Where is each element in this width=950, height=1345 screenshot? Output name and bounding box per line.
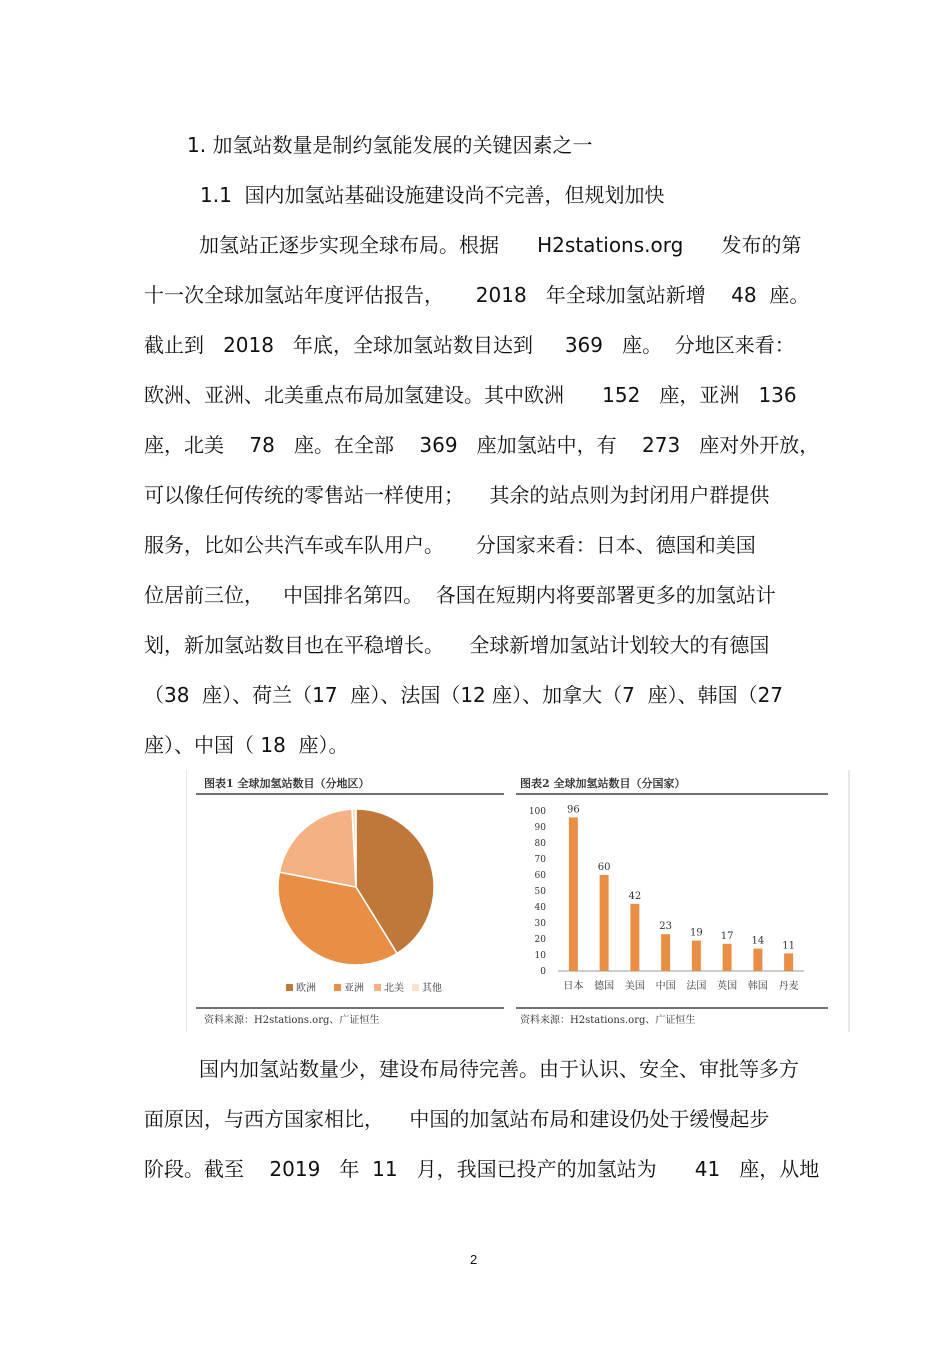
pie-legend — [286, 981, 442, 994]
legend-label-1: 亚洲 — [344, 983, 364, 994]
y-tick-label: 40 — [534, 903, 546, 913]
legend-swatch-2 — [374, 984, 381, 991]
text-line: 服务，比如公共汽车或车队用户。 分国家来看：日本、德国和美国 — [144, 533, 756, 557]
x-tick-label: 日本 — [563, 981, 584, 992]
text-line: 可以像任何传统的零售站一样使用； 其余的站点则为封闭用户群提供 — [144, 483, 770, 507]
y-tick-label: 100 — [528, 807, 546, 817]
legend-swatch-1 — [334, 984, 341, 991]
y-tick-label: 50 — [534, 887, 546, 897]
text-line: 阶段。截至 2019 年 11 月，我国已投产的加氢站为 41 座，从地 — [144, 1157, 820, 1181]
section-heading: 1. 加氢站数量是制约氢能发展的关键因素之一 — [187, 133, 593, 157]
text-line: （38 座）、荷兰（17 座）、法国（12 座）、加拿大（7 座）、韩国（27 — [144, 683, 784, 707]
text-line: 座，北美 78 座。在全部 369 座加氢站中，有 273 座对外开放， — [144, 433, 820, 457]
chart2-source: 资料来源：H2stations.org、广证恒生 — [520, 1015, 696, 1026]
text-line: 加氢站正逐步实现全球布局。根据 H2stations.org 发布的第 — [199, 233, 802, 257]
legend-label-2: 北美 — [384, 983, 404, 994]
chart1-source: 资料来源：H2stations.org、广证恒生 — [204, 1015, 380, 1026]
legend-swatch-3 — [412, 984, 419, 991]
bar-2 — [630, 904, 639, 971]
bar-value-label: 23 — [659, 921, 672, 933]
text-line: 面原因，与西方国家相比， 中国的加氢站布局和建设仍处于缓慢起步 — [144, 1107, 770, 1131]
subsection-heading: 1.1 国内加氢站基础设施建设尚不完善，但规划加快 — [200, 183, 665, 207]
bar-value-label: 17 — [720, 930, 734, 942]
bar-chart — [529, 804, 804, 992]
y-tick-label: 20 — [534, 935, 546, 945]
y-tick-label: 10 — [534, 951, 546, 961]
pie-chart — [278, 809, 434, 965]
bar-6 — [753, 949, 762, 971]
x-tick-label: 中国 — [655, 981, 676, 992]
legend-swatch-0 — [286, 984, 293, 991]
x-tick-label: 丹麦 — [778, 981, 799, 992]
text-line: 划，新加氢站数目也在平稳增长。 全球新增加氢站计划较大的有德国 — [144, 633, 770, 657]
bar-1 — [600, 875, 609, 971]
bar-value-label: 19 — [690, 927, 703, 939]
bar-3 — [661, 934, 670, 971]
bar-4 — [692, 941, 701, 971]
x-tick-label: 德国 — [594, 981, 615, 992]
text-line: 截止到 2018 年底，全球加氢站数目达到 369 座。 分地区来看： — [144, 333, 795, 357]
y-tick-label: 30 — [534, 919, 546, 929]
bar-value-label: 42 — [628, 890, 642, 902]
bar-7 — [784, 953, 793, 971]
y-tick-label: 70 — [534, 855, 546, 865]
chart2-title: 图表2 全球加氢站数目（分国家） — [520, 777, 686, 790]
page-number: 2 — [470, 1252, 478, 1267]
text-line: 国内加氢站数量少，建设布局待完善。由于认识、安全、审批等多方 — [199, 1057, 799, 1081]
bar-0 — [569, 817, 578, 971]
bar-5 — [723, 944, 732, 971]
legend-label-3: 其他 — [422, 983, 442, 994]
bar-value-label: 11 — [782, 940, 795, 952]
y-tick-label: 80 — [534, 839, 546, 849]
bar-value-label: 96 — [567, 804, 580, 816]
text-line: 欧洲、亚洲、北美重点布局加氢建设。其中欧洲 152 座，亚洲 136 — [144, 383, 797, 407]
x-tick-label: 英国 — [717, 981, 738, 992]
y-tick-label: 0 — [540, 967, 546, 977]
legend-label-0: 欧洲 — [296, 983, 316, 994]
x-tick-label: 法国 — [686, 981, 707, 992]
x-tick-label: 美国 — [624, 981, 645, 992]
y-tick-label: 60 — [534, 871, 546, 881]
bar-value-label: 14 — [751, 935, 765, 947]
text-line: 座）、中国（ 18 座）。 — [144, 733, 349, 757]
chart1-title: 图表1 全球加氢站数目（分地区） — [204, 777, 370, 790]
text-line: 位居前三位， 中国排名第四。 各国在短期内将要部署更多的加氢站计 — [144, 583, 776, 607]
x-tick-label: 韩国 — [747, 981, 768, 992]
text-line: 十一次全球加氢站年度评估报告， 2018 年全球加氢站新增 48 座。 — [144, 283, 810, 307]
y-tick-label: 90 — [534, 823, 546, 833]
bar-value-label: 60 — [597, 862, 611, 873]
figure-charts — [186, 770, 850, 1032]
